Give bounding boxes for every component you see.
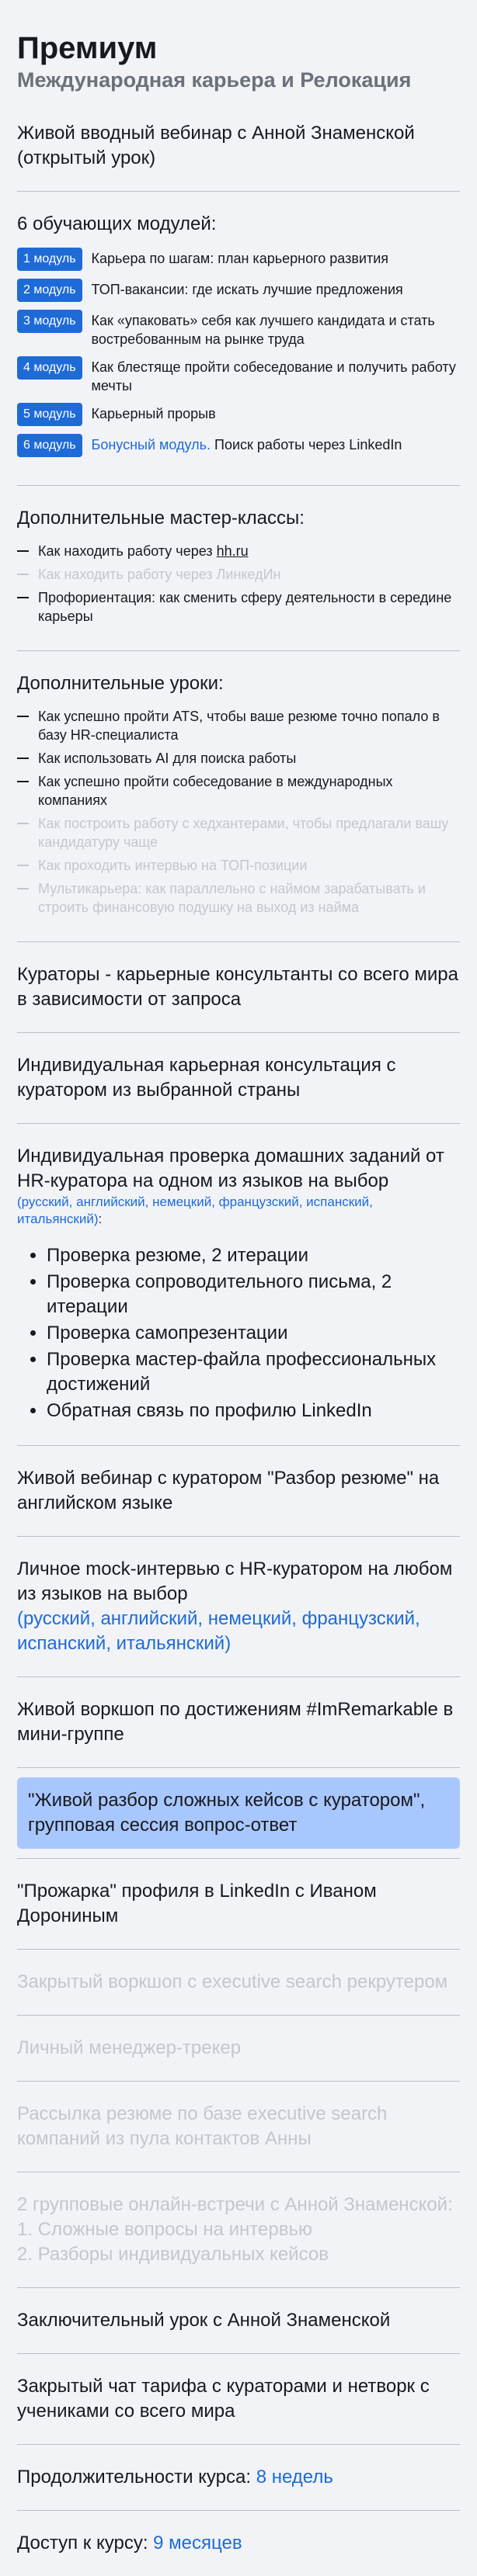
cases-section: [17, 1768, 460, 1859]
executive-workshop-text: Закрытый воркшоп с executive search рекрутером: [17, 1971, 448, 1992]
lesson-text: Как успешно пройти ATS, чтобы ваше резюме точно попало в базу HR-специалиста: [38, 709, 440, 743]
module-badge: 4 модуль: [17, 356, 82, 380]
mock-languages: (русский, английский, немецкий, французский, испанский, итальянский): [17, 1608, 420, 1654]
meetings-item: 1. Сложные вопросы на интервью: [17, 2219, 312, 2240]
final-lesson-section: [17, 2288, 460, 2354]
list-item: [17, 565, 460, 584]
workshop-text: Живой воркшоп по достижениям #ImRemarkable в мини-группе: [17, 1699, 454, 1745]
mailing-text: Рассылка резюме по базе executive search компаний из пула контактов Анны: [17, 2103, 388, 2149]
list-item: [17, 814, 460, 851]
access-section: [17, 2511, 460, 2576]
list-item: [17, 856, 460, 875]
masterclass-text: Как находить работу через ЛинкедИн: [38, 567, 281, 582]
modules-list: [17, 248, 460, 457]
homework-heading: Индивидуальная проверка домашних заданий от HR-куратора на одном из языков на выбор: [17, 1146, 444, 1191]
lesson-text: Как проходить интервью на ТОП-позиции: [38, 858, 308, 873]
lessons-list: [17, 707, 460, 917]
homework-languages: [17, 1194, 460, 1228]
list-item: • Проверка резюме, 2 итерации: [47, 1243, 460, 1268]
module-badge: 3 модуль: [17, 310, 82, 333]
module-text: Карьерный прорыв: [91, 406, 216, 421]
curators-section: [17, 942, 460, 1033]
lesson-text: Как построить работу с хедхантерами, чтобы предлагали вашу кандидатуру чаще: [38, 816, 449, 850]
lesson-text: Как использовать AI для поиска работы: [38, 751, 297, 766]
duration-label: Продолжительности курса:: [17, 2467, 256, 2488]
lessons-heading: Дополнительные уроки:: [17, 673, 224, 694]
list-item: [17, 772, 460, 810]
duration-row: [17, 2465, 460, 2490]
mock-interview-text: Личное mock-интервью с HR-куратором на любом из языков на выбор: [17, 1558, 453, 1604]
homework-list: [17, 1243, 460, 1423]
mailing-section: [17, 2082, 460, 2172]
closed-chat-text: Закрытый чат тарифа с кураторами и нетворк с учениками со всего мира: [17, 2376, 430, 2422]
colon: :: [98, 1212, 103, 1226]
hh-link[interactable]: hh.ru: [216, 543, 249, 559]
bonus-module-text: Поиск работы через LinkedIn: [211, 437, 402, 452]
duration-value: 8 недель: [256, 2467, 333, 2488]
masterclasses-section: [17, 486, 460, 651]
masterclass-text: Профориентация: как сменить сферу деятельности в середине карьеры: [38, 590, 452, 624]
manager-text: Личный менеджер-трекер: [17, 2037, 242, 2058]
module-item: [17, 279, 460, 302]
module-badge: 6 модуль: [17, 434, 82, 457]
linkedin-roast-section: [17, 1859, 460, 1950]
homework-section: [17, 1124, 460, 1446]
meetings-section: [17, 2172, 460, 2288]
cases-highlight: "Живой разбор сложных кейсов с куратором", групповая сессия вопрос-ответ: [17, 1777, 460, 1849]
access-value: 9 месяцев: [153, 2533, 242, 2553]
page-title: Премиум: [17, 31, 158, 65]
intro-section: [17, 110, 460, 192]
closed-chat-section: [17, 2354, 460, 2445]
resume-webinar-section: [17, 1446, 460, 1537]
resume-webinar-text: Живой вебинар с куратором "Разбор резюме" на английском языке: [17, 1468, 440, 1513]
module-item: [17, 403, 460, 426]
access-label: Доступ к курсу:: [17, 2533, 154, 2553]
page-subtitle: Международная карьера и Релокация: [17, 68, 412, 92]
consultation-text: Индивидуальная карьерная консультация с куратором из выбранной страны: [17, 1055, 396, 1101]
masterclass-text: Как находить работу через: [38, 543, 217, 559]
module-badge: 5 модуль: [17, 403, 82, 426]
duration-section: [17, 2445, 460, 2511]
list-item: [17, 707, 460, 744]
module-text: ТОП-вакансии: где искать лучшие предложения: [91, 282, 403, 297]
list-item: • Проверка сопроводительного письма, 2 итерации: [47, 1270, 460, 1319]
workshop-section: [17, 1677, 460, 1768]
module-badge: 1 модуль: [17, 248, 82, 271]
masterclasses-heading: Дополнительные мастер-классы:: [17, 508, 305, 529]
languages-text: (русский, английский, немецкий, французский, испанский, итальянский): [17, 1194, 373, 1226]
mock-interview-section: [17, 1537, 460, 1677]
meetings-item: 2. Разборы индивидуальных кейсов: [17, 2244, 329, 2265]
module-text: Как блестяще пройти собеседование и получить работу мечты: [91, 359, 456, 394]
module-badge: 2 модуль: [17, 279, 82, 302]
lessons-section: [17, 651, 460, 942]
module-item: [17, 248, 460, 271]
final-lesson-text: Заключительный урок с Анной Знаменской: [17, 2310, 391, 2331]
modules-section: [17, 192, 460, 486]
intro-webinar: Живой вводный вебинар с Анной Знаменской (открытый урок): [17, 123, 415, 168]
consultation-section: [17, 1033, 460, 1124]
list-item: • Обратная связь по профилю LinkedIn: [47, 1399, 460, 1423]
list-item: [17, 749, 460, 768]
list-item: • Проверка мастер-файла профессиональных достижений: [47, 1347, 460, 1397]
linkedin-roast-text: "Прожарка" профиля в LinkedIn с Иваном Дорониным: [17, 1881, 377, 1926]
access-row: [17, 2531, 460, 2556]
module-item: [17, 434, 460, 457]
module-text: Карьера по шагам: план карьерного развития: [91, 251, 388, 266]
list-item: [17, 588, 460, 626]
module-text: Как «упаковать» себя как лучшего кандидата и стать востребованным на рынке труда: [91, 313, 435, 347]
executive-workshop-section: [17, 1950, 460, 2016]
bonus-label: Бонусный модуль.: [91, 437, 211, 452]
list-item: [17, 879, 460, 917]
masterclasses-list: [17, 542, 460, 626]
lesson-text: Мультикарьера: как параллельно с наймом зарабатывать и строить финансовую подушку на выход из найма: [38, 881, 426, 915]
module-item: [17, 356, 460, 395]
module-text: [92, 434, 402, 454]
modules-heading: 6 обучающих модулей:: [17, 213, 217, 234]
list-item: [17, 542, 460, 560]
lesson-text: Как успешно пройти собеседование в международных компаниях: [38, 774, 393, 808]
curators-text: Кураторы - карьерные консультанты со всего мира в зависимости от запроса: [17, 964, 458, 1010]
manager-section: [17, 2016, 460, 2082]
module-item: [17, 310, 460, 348]
meetings-title: 2 групповые онлайн-встречи с Анной Знаменской:: [17, 2194, 453, 2215]
list-item: • Проверка самопрезентации: [47, 1321, 460, 1346]
